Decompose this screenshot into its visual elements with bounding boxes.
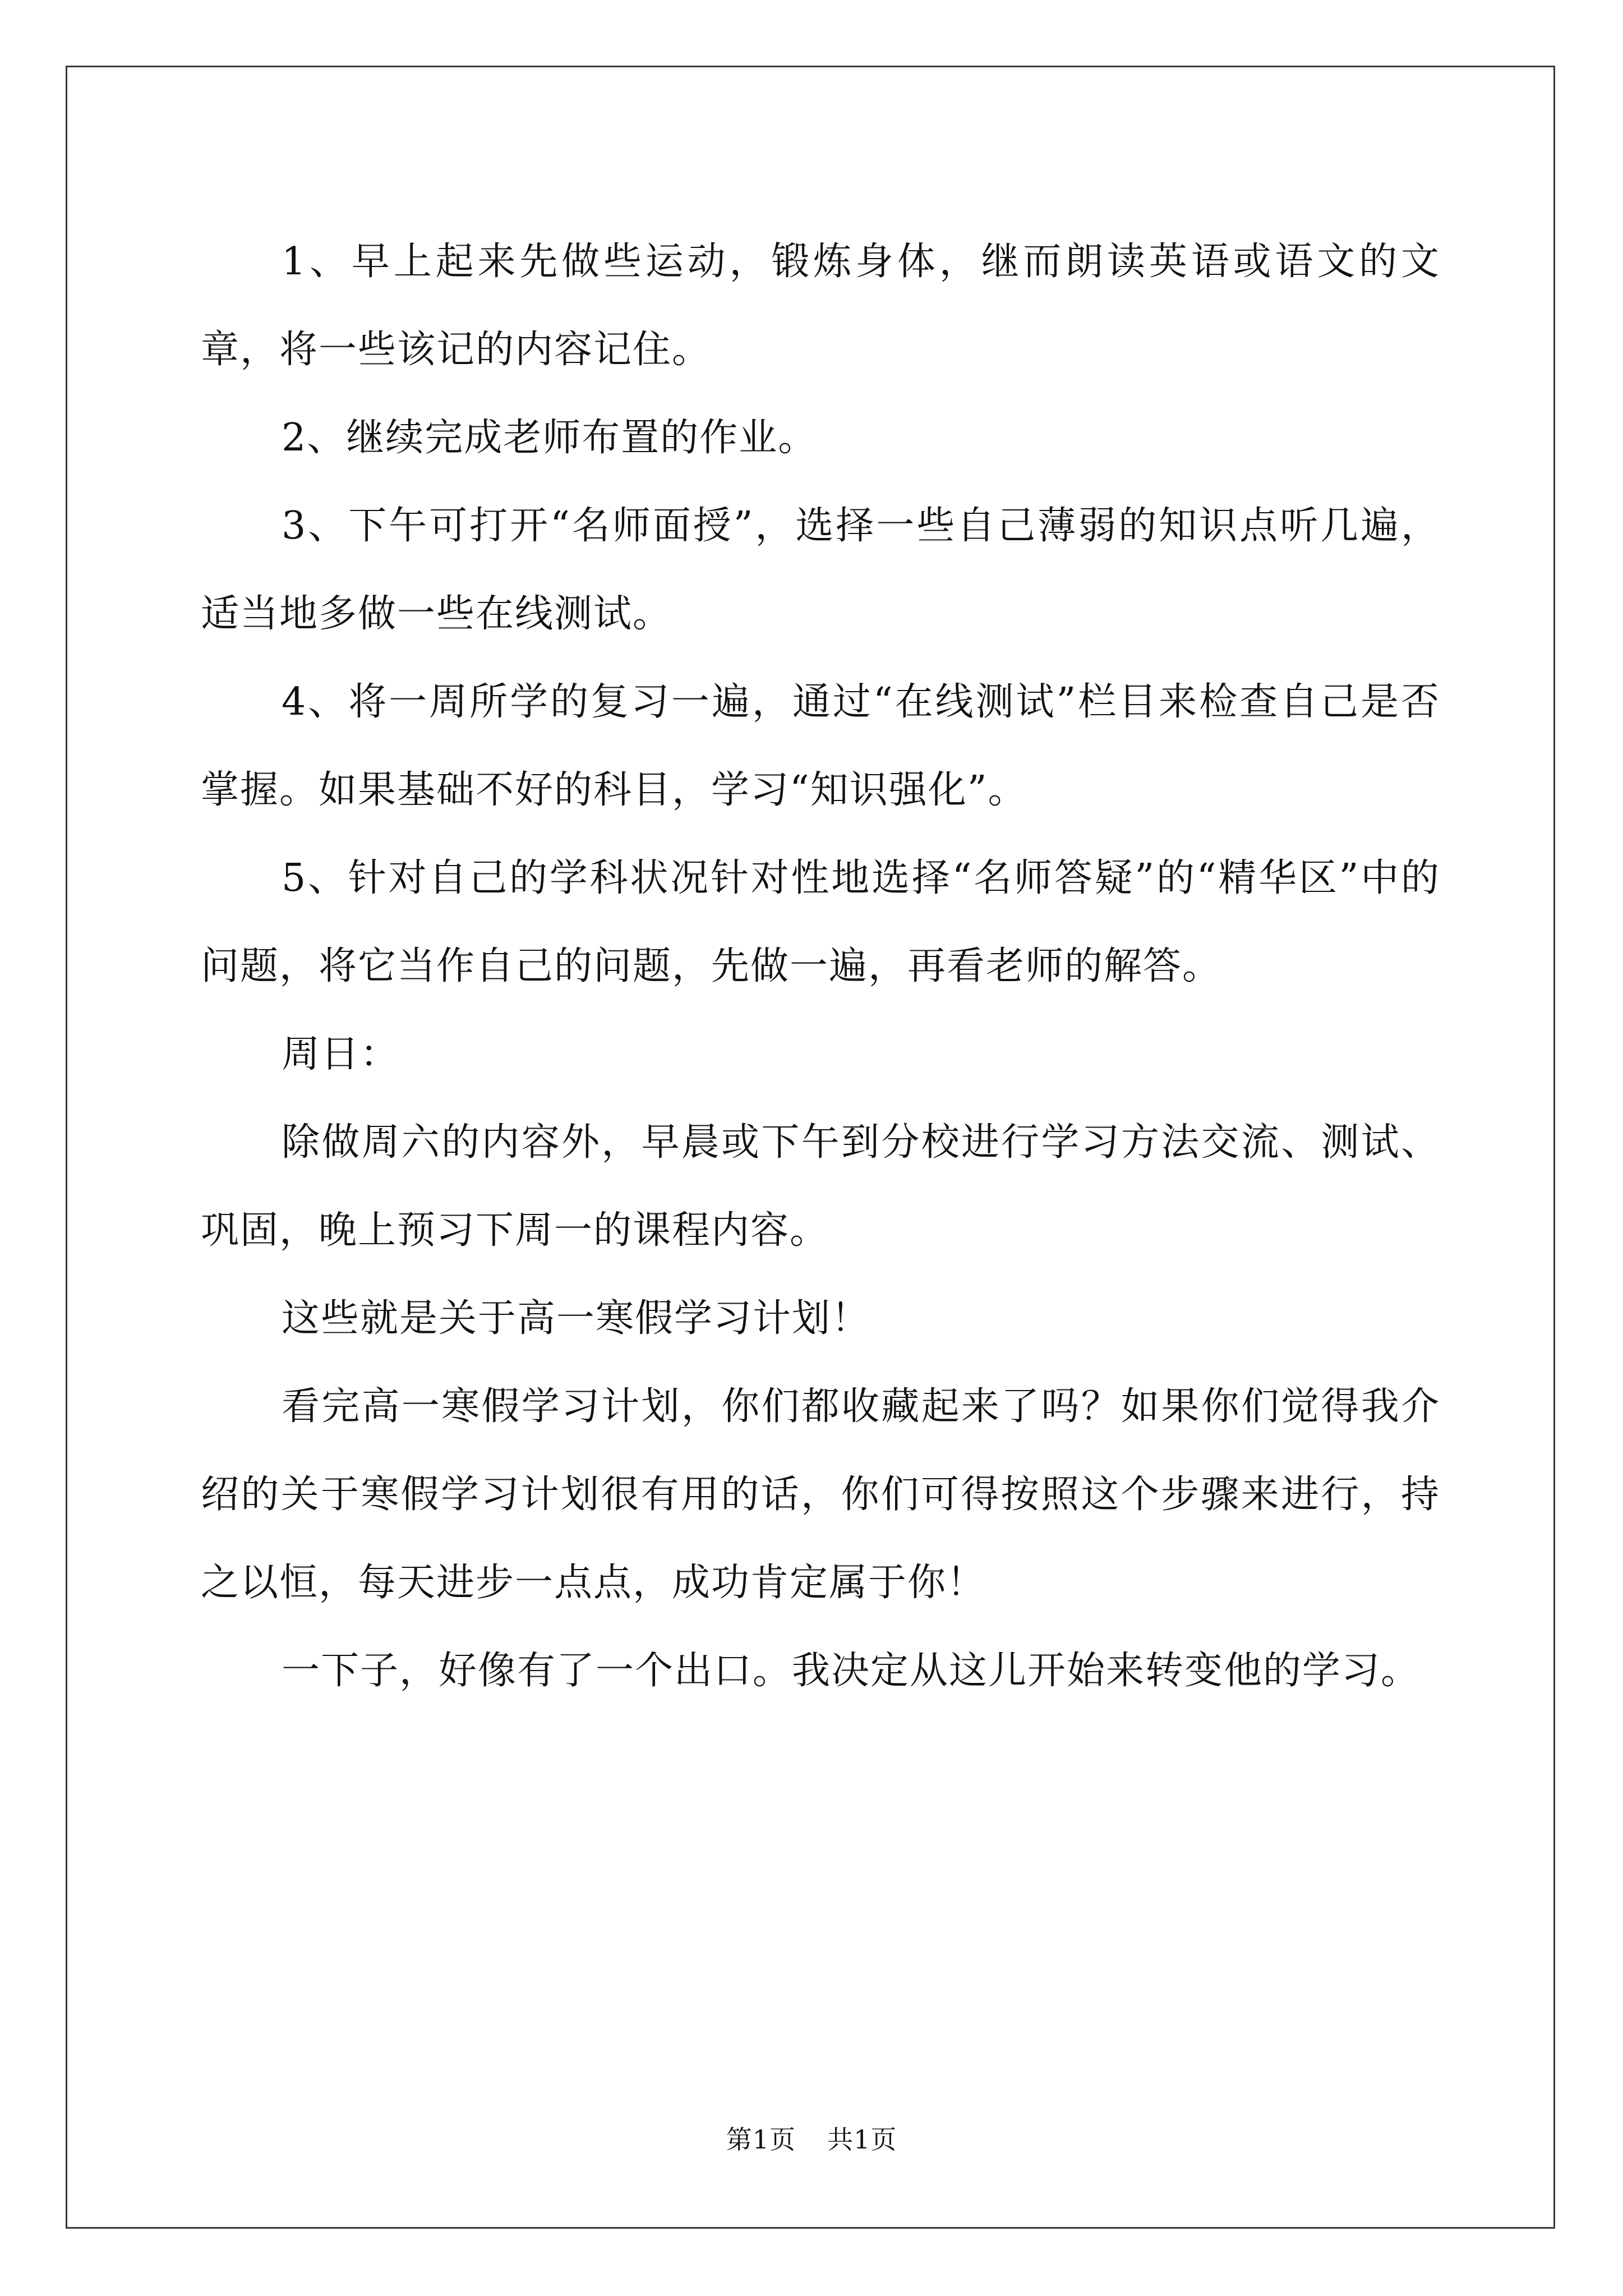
paragraph-summary: 这些就是关于高一寒假学习计划！ (282, 1296, 871, 1341)
paragraph-4: 4、将一周所学的复习一遍，通过“在线测试”栏目来检查自己是否掌握。如果基础不好的科目，学习“知识强化”。 (201, 680, 1440, 812)
paragraph-2: 2、继续完成老师布置的作业。 (282, 416, 818, 460)
total-pages: 共1页 (827, 2124, 897, 2155)
paragraph-sunday-heading: 周日： (282, 1032, 400, 1076)
paragraph-3: 3、下午可打开“名师面授”，选择一些自己薄弱的知识点听几遍，适当地多做一些在线测试。 (201, 504, 1440, 636)
document-body (201, 218, 1440, 1715)
paragraph-5: 5、针对自己的学科状况针对性地选择“名师答疑”的“精华区”中的问题，将它当作自己的问题，先做一遍，再看老师的解答。 (201, 856, 1440, 988)
paragraph-1: 1、早上起来先做些运动，锻炼身体，继而朗读英语或语文的文章，将一些该记的内容记住。 (201, 240, 1440, 372)
page-number: 第1页 (726, 2124, 796, 2155)
page-footer (0, 2119, 1623, 2156)
paragraph-sunday-content: 除做周六的内容外，早晨或下午到分校进行学习方法交流、测试、巩固，晚上预习下周一的课程内容。 (201, 1120, 1440, 1253)
paragraph-advice: 看完高一寒假学习计划，你们都收藏起来了吗？如果你们觉得我介绍的关于寒假学习计划很有用的话，你们可得按照这个步骤来进行，持之以恒，每天进步一点点，成功肯定属于你！ (201, 1384, 1440, 1605)
paragraph-closing: 一下子，好像有了一个出口。我决定从这儿开始来转变他的学习。 (282, 1649, 1421, 1693)
